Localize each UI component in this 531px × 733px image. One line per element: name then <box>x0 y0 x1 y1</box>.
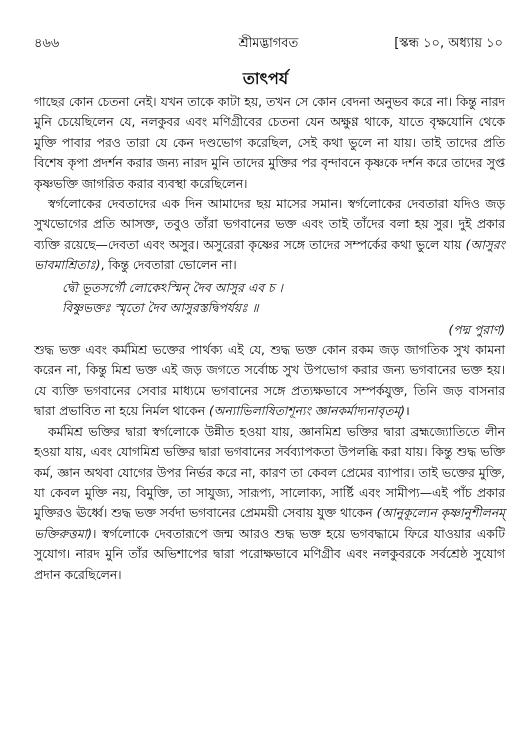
paragraph-2-quote: (আসুরং ভাবমাশ্রিতাঃ) <box>34 237 505 273</box>
paragraph-3-end: । <box>405 404 410 419</box>
book-title: শ্রীমদ্ভাগবত <box>238 36 299 51</box>
paragraph-4-end: । স্বর্গলোকে দেবতারূপে জন্ম আরও শুদ্ধ ভক্ত হয়ে ভগবদ্ধামে ফিরে যাওয়ার একটি সুযোগ। নারদ মুনি তাঁর অভিশাপের দ্বারা পরোক্ষভাবে মণিগ্রীব এবং নলকুবরকে সর্বশ্রেষ্ঠ সুযোগ প্রদান করেছিলেন। <box>34 526 505 582</box>
chapter-reference: [স্কন্ধ ১০, অধ্যায় ১০ <box>394 36 503 51</box>
paragraph-4-quote: (আনুকূল্যেন কৃষ্ণানুশীলনম্ ভক্তিরুত্তমা) <box>34 506 505 541</box>
paragraph-4-text: কর্মমিশ্র ভক্তির দ্বারা স্বর্গলোকে উন্নীত হওয়া যায়, জ্ঞানমিশ্র ভক্তির দ্বারা ব্রহ্মজ্যোতিতে লীন হওয়া যায়, এবং যোগমিশ্র ভক্তির দ্বারা ভগবানের সর্বব্যাপকতা উপলব্ধি করা যায়। কিন্তু শুদ্ধ ভক্তি কর্ম, জ্ঞান অথবা যোগের উপর নির্ভর করে না, কারণ তা কেবল প্রেমের ব্যাপার। তাই ভক্তের মুক্তি, যা কেবল মুক্তি নয়, বিমুক্তি, তা সাযুজ্য, সারূপ্য, সালোক্য, সার্ষ্টি এবং সামীপ্য—এই পাঁচ প্রকার মুক্তিরও ঊর্ধ্বে। শুদ্ধ ভক্ত সর্বদা ভগবানের প্রেমময়ী সেবায় যুক্ত থাকেন <box>34 424 505 521</box>
verse-line-1: দ্বৌ ভূতসর্গৌ লোকেঽস্মিন্ দৈব আসুর এব চ । <box>62 280 283 295</box>
verse-line-2: বিষ্ণুভক্তঃ স্মৃতো দৈব আসুরস্তদ্বিপর্যয়ঃ ॥ <box>62 300 259 315</box>
purport-body <box>34 92 505 585</box>
paragraph-2-text: স্বর্গলোকের দেবতাদের এক দিন আমাদের ছয় মাসের সমান। স্বর্গলোকের দেবতারা যদিও জড় সুখভোগের প্রতি আসক্ত, তবুও তাঁরা ভগবানের ভক্ত এবং তাই তাঁদের বলা হয় সুর। দুই প্রকার ব্যক্তি রয়েছে—দেবতা এবং অসুর। অসুরেরা কৃষ্ণের সঙ্গে তাদের সম্পর্কের কথা ভুলে যায় <box>34 197 505 252</box>
paragraph-4 <box>34 422 505 585</box>
verse-source: (পদ্ম পুরাণ) <box>448 322 505 337</box>
paragraph-3 <box>34 340 505 422</box>
verse-block <box>62 278 505 318</box>
page-header <box>34 34 503 52</box>
paragraph-3-quote: (অন্যাভিলাষিতাশূন্যং জ্ঞানকর্মাদ্যনাবৃতম্) <box>208 404 406 419</box>
section-title: তাৎপর্য <box>242 69 289 88</box>
paragraph-2 <box>34 194 505 276</box>
paragraph-1: গাছের কোন চেতনা নেই। যখন তাকে কাটা হয়, তখন সে কোন বেদনা অনুভব করে না। কিন্তু নারদ মুনি চেয়েছিলেন যে, নলকুবর এবং মণিগ্রীবের চেতনা যেন অক্ষুণ্ণ থাকে, যাতে বৃক্ষযোনি থেকে মুক্তি পাবার পরও তারা যে কেন দণ্ডভোগ করেছিল, সেই কথা ভুলে না যায়। তাই তাদের প্রতি বিশেষ কৃপা প্রদর্শন করার জন্য নারদ মুনি তাদের মুক্তির পর বৃন্দাবনে কৃষ্ণকে দর্শন করে তাদের সুপ্ত কৃষ্ণভক্তি জাগরিত করার ব্যবস্থা করেছিলেন। <box>34 95 505 191</box>
paragraph-3-text: শুদ্ধ ভক্ত এবং কর্মমিশ্র ভক্তের পার্থক্য এই যে, শুদ্ধ ভক্ত কোন রকম জড় জাগতিক সুখ কামনা করেন না, কিন্তু মিশ্র ভক্ত এই জড় জগতে সর্বোচ্চ সুখ উপভোগ করার জন্য ভগবানের ভক্ত হয়। যে ব্যক্তি ভগবানের সেবার মাধ্যমে ভগবানের সঙ্গে প্রত্যক্ষভাবে সম্পর্কযুক্ত, তিনি জড় বাসনার দ্বারা প্রভাবিত না হয়ে নির্মল থাকেন <box>34 343 505 419</box>
page-number: ৪৬৬ <box>34 36 60 51</box>
paragraph-2-end: , কিন্তু দেবতারা ভোলেন না। <box>100 258 237 273</box>
